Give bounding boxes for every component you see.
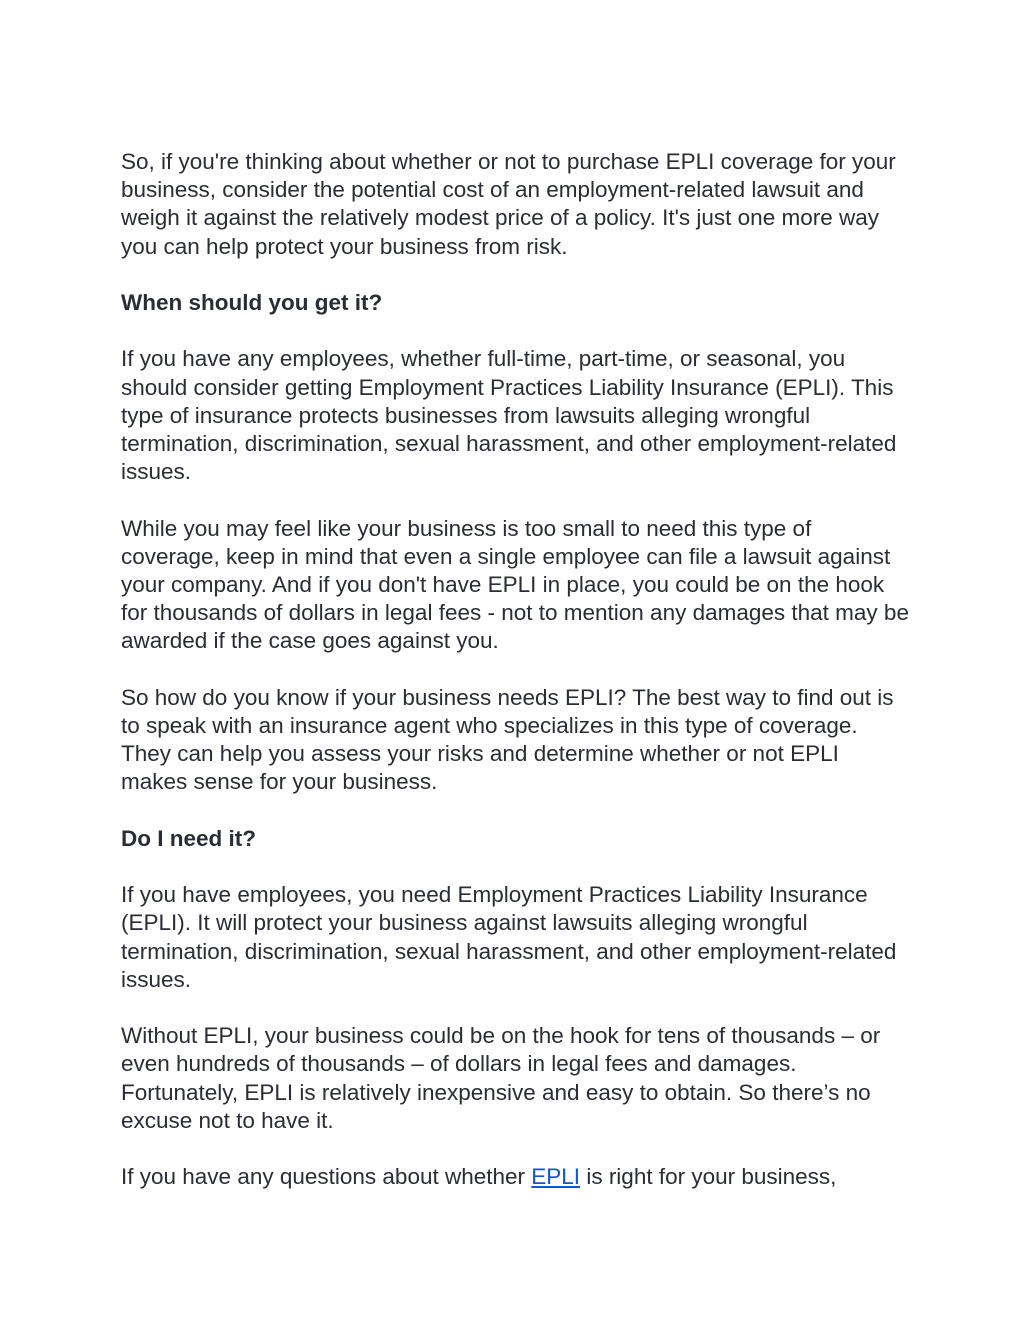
paragraph-how-to-know: So how do you know if your business needs EPLI? The best way to find out is to speak with an insurance agent who specializes in this type of coverage. They can help you assess your risks and determine whether or not EPLI makes sense for your business. bbox=[121, 684, 894, 795]
paragraph-small-business: While you may feel like your business is too small to need this type of coverage, keep in mind that even a single employee can file a lawsuit against your company. And if you don't have EPLI in place, you could be on the hook for thousands of dollars in legal fees - not to mention any damages that may be awarded if the case goes against you. bbox=[121, 515, 909, 654]
questions-text-before: If you have any questions about whether bbox=[121, 1164, 532, 1190]
paragraph-without-epli: Without EPLI, your business could be on the hook for tens of thousands – or even hundreds of thousands – of dollars in legal fees and damages. Fortunately, EPLI is relatively inexpensive and easy to obtain. So there’s no excuse not to have it. bbox=[121, 1023, 881, 1133]
questions-text-after: is right for your business, bbox=[580, 1164, 837, 1190]
paragraph-epli-cost: So, if you're thinking about whether or not to purchase EPLI coverage for your business, consider the potential cost of an employment-related lawsuit and weigh it against the relatively modest price of a policy. It's just one more way you can help protect your business from risk. bbox=[121, 149, 896, 259]
heading-do-i-need-it: Do I need it? bbox=[121, 825, 256, 851]
paragraph-need-epli: If you have employees, you need Employment Practices Liability Insurance (EPLI). It will protect your business against lawsuits alleging wrongful termination, discrimination, sexual harassment, and other employment-related issues. bbox=[121, 882, 897, 992]
epli-link[interactable]: EPLI bbox=[531, 1164, 581, 1190]
heading-when-to-get: When should you get it? bbox=[121, 290, 383, 315]
document-page bbox=[121, 148, 911, 1220]
paragraph-employees-consider: If you have any employees, whether full-time, part-time, or seasonal, you should consider getting Employment Practices Liability Insurance (EPLI). This type of insurance protects businesses from lawsuits alleging wrongful termination, discrimination, sexual harassment, and other employment-related issues. bbox=[121, 346, 897, 485]
paragraph-questions bbox=[121, 1163, 911, 1191]
